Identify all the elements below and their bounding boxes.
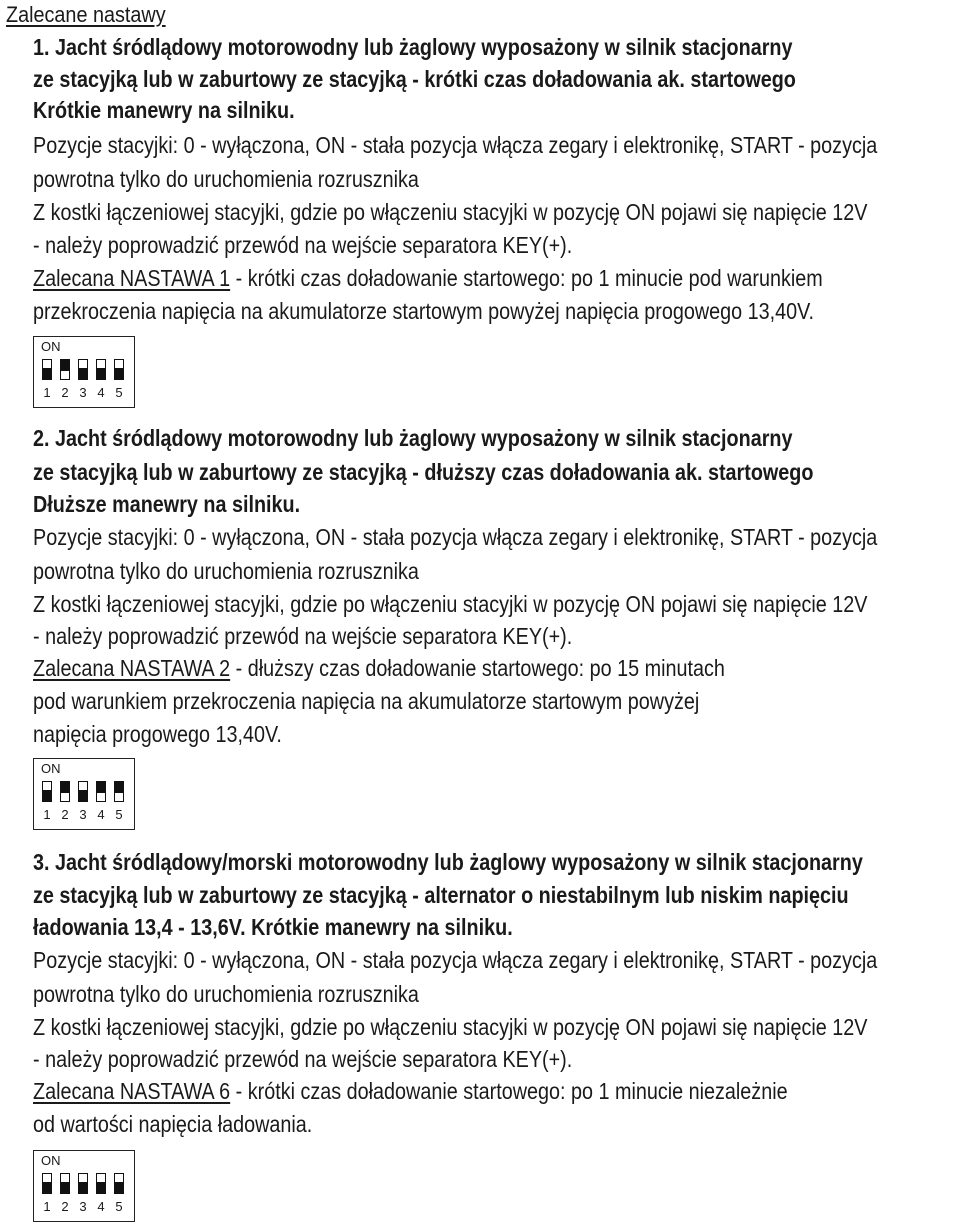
dip-switch-lever [115, 1182, 123, 1193]
dip-switch-lever [43, 368, 51, 379]
setting-label: Zalecana NASTAWA 2 [33, 655, 231, 681]
body-line: - należy poprowadzić przewód na wejście separatora KEY(+). [33, 232, 573, 258]
dip-number: 3 [79, 807, 87, 822]
setting-line: napięcia progowego 13,40V. [33, 721, 282, 747]
section-heading-line: ładowania 13,4 - 13,6V. Krótkie manewry na silniku. [33, 914, 513, 940]
dip-switch-lever [79, 368, 87, 379]
dip-switch-4 [96, 359, 106, 380]
dip-switch-1 [42, 781, 52, 802]
dip-switch-lever [97, 368, 105, 379]
dip-switch-1 [42, 1173, 52, 1194]
body-line: powrotna tylko do uruchomienia rozrusznika [33, 981, 419, 1007]
dip-switch-lever [61, 360, 69, 371]
section-heading-line: 2. Jacht śródlądowy motorowodny lub żaglowy wyposażony w silnik stacjonarny [33, 425, 793, 451]
dip-number: 1 [43, 807, 51, 822]
section-heading-line: Krótkie manewry na silniku. [33, 97, 295, 123]
dip-number: 2 [61, 385, 69, 400]
dip-number: 4 [97, 807, 105, 822]
dip-number: 5 [115, 807, 123, 822]
setting-label: Zalecana NASTAWA 6 [33, 1078, 231, 1104]
section-heading-line: 3. Jacht śródlądowy/morski motorowodny lub żaglowy wyposażony w silnik stacjonarny [33, 849, 863, 875]
dip-switch-diagram [33, 336, 135, 408]
section-heading-line: Dłuższe manewry na silniku. [33, 491, 301, 517]
setting-line [33, 264, 823, 292]
dip-switch-lever [43, 790, 51, 801]
dip-switch-lever [97, 1182, 105, 1193]
dip-number: 4 [97, 385, 105, 400]
dip-switch-1 [42, 359, 52, 380]
dip-number: 5 [115, 385, 123, 400]
dip-switch-2 [60, 359, 70, 380]
dip-switch-3 [78, 1173, 88, 1194]
dip-switch-lever [79, 790, 87, 801]
page-title: Zalecane nastawy [6, 2, 166, 27]
setting-text: - krótki czas doładowanie startowego: po 1 minucie niezależnie [230, 1078, 788, 1104]
dip-switch-4 [96, 1173, 106, 1194]
section-heading-line: 1. Jacht śródlądowy motorowodny lub żaglowy wyposażony w silnik stacjonarny [33, 34, 793, 60]
dip-switch-lever [61, 782, 69, 793]
body-line: powrotna tylko do uruchomienia rozrusznika [33, 166, 419, 192]
dip-switch-diagram [33, 1150, 135, 1222]
dip-switch-2 [60, 781, 70, 802]
dip-number: 2 [61, 1199, 69, 1214]
dip-switch-5 [114, 781, 124, 802]
setting-text: - dłuższy czas doładowanie startowego: po 15 minutach [230, 655, 725, 681]
body-line: Z kostki łączeniowej stacyjki, gdzie po włączeniu stacyjki w pozycję ON pojawi się napięcie 12V [33, 1014, 868, 1040]
setting-line: od wartości napięcia ładowania. [33, 1111, 313, 1137]
dip-switch-5 [114, 1173, 124, 1194]
dip-number: 4 [97, 1199, 105, 1214]
dip-number: 3 [79, 1199, 87, 1214]
dip-number: 1 [43, 1199, 51, 1214]
dip-switch-lever [43, 1182, 51, 1193]
dip-number: 2 [61, 807, 69, 822]
dip-switch-5 [114, 359, 124, 380]
dip-switch-lever [115, 368, 123, 379]
body-line: - należy poprowadzić przewód na wejście separatora KEY(+). [33, 623, 573, 649]
dip-on-label: ON [41, 1153, 61, 1168]
section-heading-line: ze stacyjką lub w zaburtowy ze stacyjką - krótki czas doładowania ak. startowego [33, 66, 796, 92]
section-heading-line: ze stacyjką lub w zaburtowy ze stacyjką - alternator o niestabilnym lub niskim napięciu [33, 882, 849, 908]
dip-switch-lever [97, 782, 105, 793]
body-line: Z kostki łączeniowej stacyjki, gdzie po włączeniu stacyjki w pozycję ON pojawi się napięcie 12V [33, 591, 868, 617]
dip-switch-lever [79, 1182, 87, 1193]
body-line: - należy poprowadzić przewód na wejście separatora KEY(+). [33, 1046, 573, 1072]
setting-line: pod warunkiem przekroczenia napięcia na akumulatorze startowym powyżej [33, 688, 700, 714]
setting-line: przekroczenia napięcia na akumulatorze startowym powyżej napięcia progowego 13,40V. [33, 298, 815, 324]
dip-switch-2 [60, 1173, 70, 1194]
dip-number: 1 [43, 385, 51, 400]
dip-switch-lever [115, 782, 123, 793]
dip-switch-4 [96, 781, 106, 802]
dip-switch-diagram [33, 758, 135, 830]
body-line: Pozycje stacyjki: 0 - wyłączona, ON - stała pozycja włącza zegary i elektronikę, START - pozycja [33, 947, 878, 973]
setting-line [33, 1077, 788, 1105]
dip-on-label: ON [41, 339, 61, 354]
body-line: Z kostki łączeniowej stacyjki, gdzie po włączeniu stacyjki w pozycję ON pojawi się napięcie 12V [33, 199, 868, 225]
setting-line [33, 654, 725, 682]
dip-on-label: ON [41, 761, 61, 776]
dip-switch-lever [61, 1182, 69, 1193]
body-line: powrotna tylko do uruchomienia rozrusznika [33, 558, 419, 584]
dip-number: 3 [79, 385, 87, 400]
dip-switch-3 [78, 359, 88, 380]
section-heading-line: ze stacyjką lub w zaburtowy ze stacyjką - dłuższy czas doładowania ak. startowego [33, 459, 814, 485]
setting-text: - krótki czas doładowanie startowego: po 1 minucie pod warunkiem [230, 265, 823, 291]
dip-number: 5 [115, 1199, 123, 1214]
dip-switch-3 [78, 781, 88, 802]
body-line: Pozycje stacyjki: 0 - wyłączona, ON - stała pozycja włącza zegary i elektronikę, START - pozycja [33, 524, 878, 550]
setting-label: Zalecana NASTAWA 1 [33, 265, 231, 291]
body-line: Pozycje stacyjki: 0 - wyłączona, ON - stała pozycja włącza zegary i elektronikę, START - pozycja [33, 132, 878, 158]
